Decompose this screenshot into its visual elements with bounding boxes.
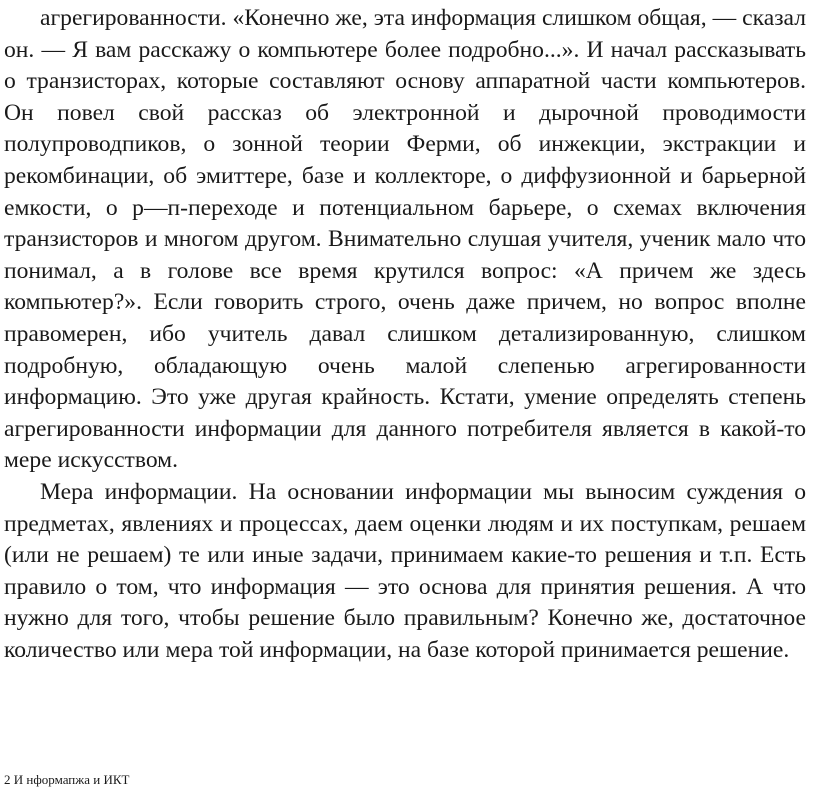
page-footer: 2 И нформапжа и ИКТ — [4, 772, 130, 787]
paragraph-aggregation: агрегированности. «Конечно же, эта информация слишком общая, — сказал он. — Я вам расскажу о компьютере более подробно...». И начал рассказывать о транзисторах, которые составляют основу аппаратной части компьютеров. Он повел свой рассказ об электронной и дырочной проводимости полупроводпиков, о зонной теории Ферми, об инжекции, экстракции и рекомбинации, об эмиттере, базе и коллекторе, о диффузионной и барьерной емкости, о р—п-переходе и потенциальном барьере, о схемах включения транзисторов и многом другом. Внимательно слушая учителя, ученик мало что понимал, а в голове все время крутился вопрос: «А причем же здесь компьютер?». Если говорить строго, очень даже причем, но вопрос вполне правомерен, ибо учитель давал слишком детализированную, слишком подробную, обладающую очень малой слепенью агрегированности информацию. Это уже другая крайность. Кстати, умение определять степень агрегированности информации для данного потребителя является в какой-то мере искусством. — [4, 5, 806, 474]
paragraph-measure-of-information: Мера информации. На основании информации мы выносим суждения о предметах, явлениях и процессах, даем оценки людям и их поступкам, решаем (или не решаем) те или иные задачи, принимаем какие-то решения и т.п. Есть правило о том, что информация — это основа для принятия решения. А что нужно для того, чтобы решение было правильным? Конечно же, достаточное количество или мера той информации, на базе которой принимается решение. — [4, 478, 806, 663]
